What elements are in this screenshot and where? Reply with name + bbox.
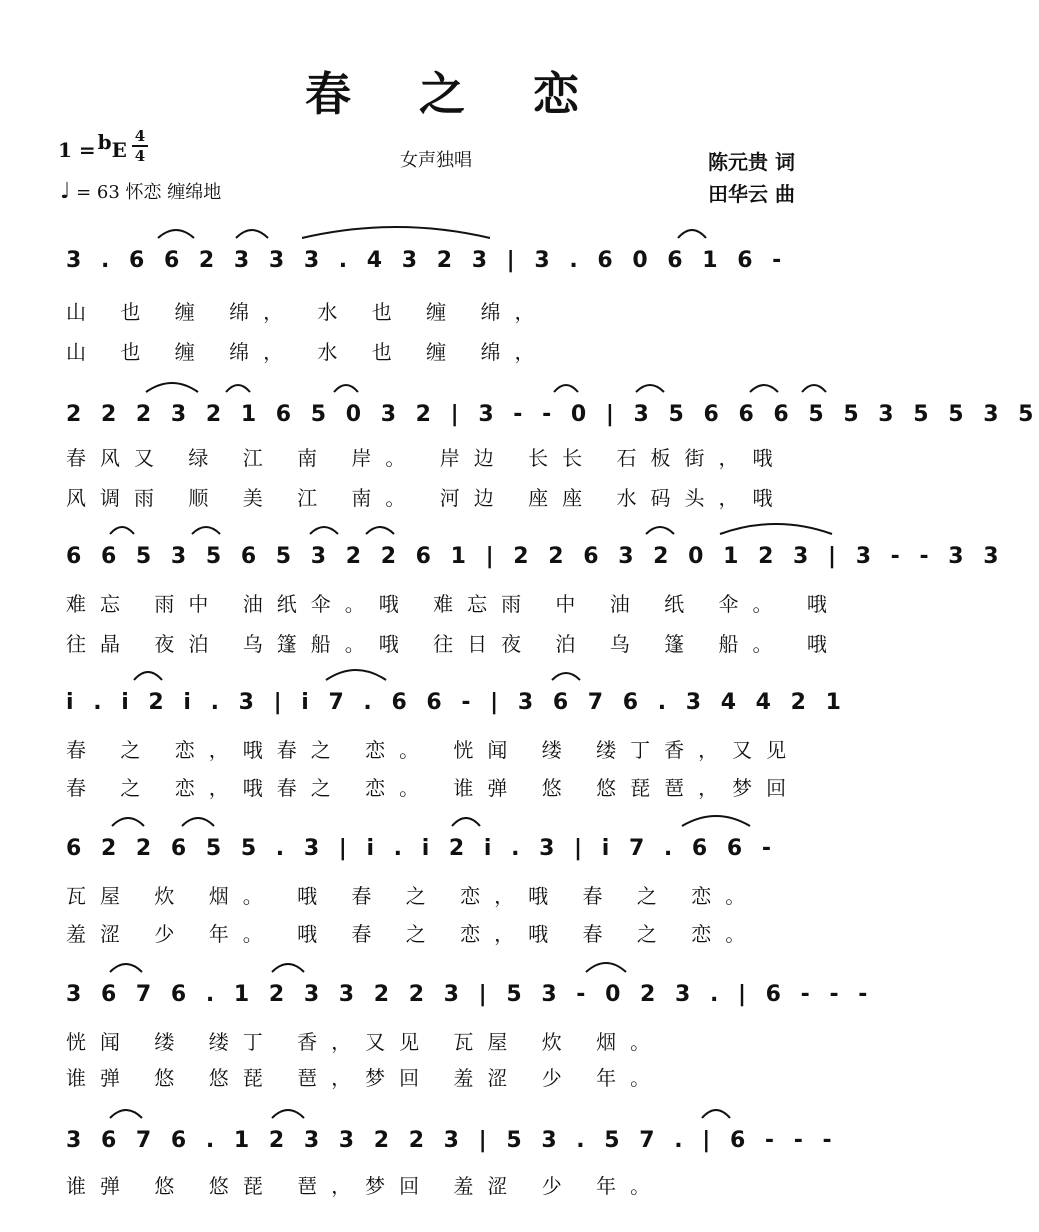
flat-sign: b <box>97 130 112 154</box>
slur-marks <box>66 662 856 682</box>
lyric-line: 春 之 恋，哦春之 恋。 恍闻 缕 缕丁香，又见 <box>66 738 801 762</box>
lyric-line: 羞涩 少 年。 哦 春 之 恋，哦 春 之 恋。 <box>66 922 760 946</box>
score-row <box>66 530 1005 582</box>
notation-line: 3 . 6 6 2 3 3 3 . 4 3 2 3 | 3 . 6 0 6 1 6 - <box>66 248 788 273</box>
lyric-line: 恍闻 缕 缕丁 香，又见 瓦屋 炊 烟。 <box>66 1030 665 1054</box>
time-top: 4 <box>134 127 146 145</box>
lyric-line: 春 之 恋，哦春之 恋。 谁弹 悠 悠琵琶，梦回 <box>66 776 801 800</box>
score-row <box>66 388 1039 440</box>
key-signature <box>58 130 141 162</box>
quarter-note-icon: ♩ <box>60 179 71 204</box>
song-title: 春 之 恋 <box>304 67 606 121</box>
slur-marks <box>66 220 856 240</box>
score-row <box>66 676 856 728</box>
slur-marks <box>66 516 856 536</box>
lyric-line: 往晶 夜泊 乌篷船。哦 往日夜 泊 乌 篷 船。 哦 <box>66 632 841 656</box>
score-row <box>66 234 856 286</box>
tempo-text: = 63 怀恋 缠绵地 <box>76 182 222 203</box>
key-prefix: 1 = <box>58 138 96 162</box>
slur-marks <box>66 1100 856 1120</box>
notation-line: 2 2 2 3 2 1 6 5 0 3 2 | 3 - - 0 | 3 5 6 6 6 5 5 3 5 5 3 5 <box>66 402 1039 427</box>
lyric-line: 春风又 绿 江 南 岸。 岸边 长长 石板街，哦 <box>66 446 787 470</box>
key-letter: E <box>111 138 127 162</box>
voice-type: 女声独唱 <box>400 150 472 171</box>
score-row <box>66 1114 856 1166</box>
score-row <box>66 822 856 874</box>
slur-marks <box>66 808 856 828</box>
slur-marks <box>66 954 856 974</box>
time-bottom: 4 <box>134 147 146 165</box>
composer-credit: 田华云 曲 <box>708 182 795 206</box>
notation-line: i . i 2 i . 3 | i 7 . 6 6 - | 3 6 7 6 . 3 4 4 2 1 <box>66 690 847 715</box>
lyric-line: 难忘 雨中 油纸伞。哦 难忘雨 中 油 纸 伞。 哦 <box>66 592 841 616</box>
lyric-line: 山 也 缠 绵， 水 也 缠 绵， <box>66 340 549 364</box>
notation-line: 3 6 7 6 . 1 2 3 3 2 2 3 | 5 3 . 5 7 . | 6 - - - <box>66 1128 838 1153</box>
lyric-line: 谁弹 悠 悠琵 琶，梦回 羞涩 少 年。 <box>66 1174 665 1198</box>
score-row <box>66 968 874 1020</box>
lyric-line: 山 也 缠 绵， 水 也 缠 绵， <box>66 300 549 324</box>
lyric-line: 谁弹 悠 悠琵 琶，梦回 羞涩 少 年。 <box>66 1066 665 1090</box>
tempo-marking <box>60 178 221 204</box>
lyricist-credit: 陈元贵 词 <box>708 150 795 174</box>
notation-line: 3 6 7 6 . 1 2 3 3 2 2 3 | 5 3 - 0 2 3 . | 6 - - - <box>66 982 874 1007</box>
notation-line: 6 6 5 3 5 6 5 3 2 2 6 1 | 2 2 6 3 2 0 1 2 3 | 3 - - 3 3 <box>66 544 1005 569</box>
lyric-line: 瓦屋 炊 烟。 哦 春 之 恋，哦 春 之 恋。 <box>66 884 760 908</box>
notation-line: 6 2 2 6 5 5 . 3 | i . i 2 i . 3 | i 7 . 6 6 - <box>66 836 777 861</box>
time-signature <box>132 128 148 164</box>
lyric-line: 风调雨 顺 美 江 南。 河边 座座 水码头，哦 <box>66 486 787 510</box>
slur-marks <box>66 374 856 394</box>
